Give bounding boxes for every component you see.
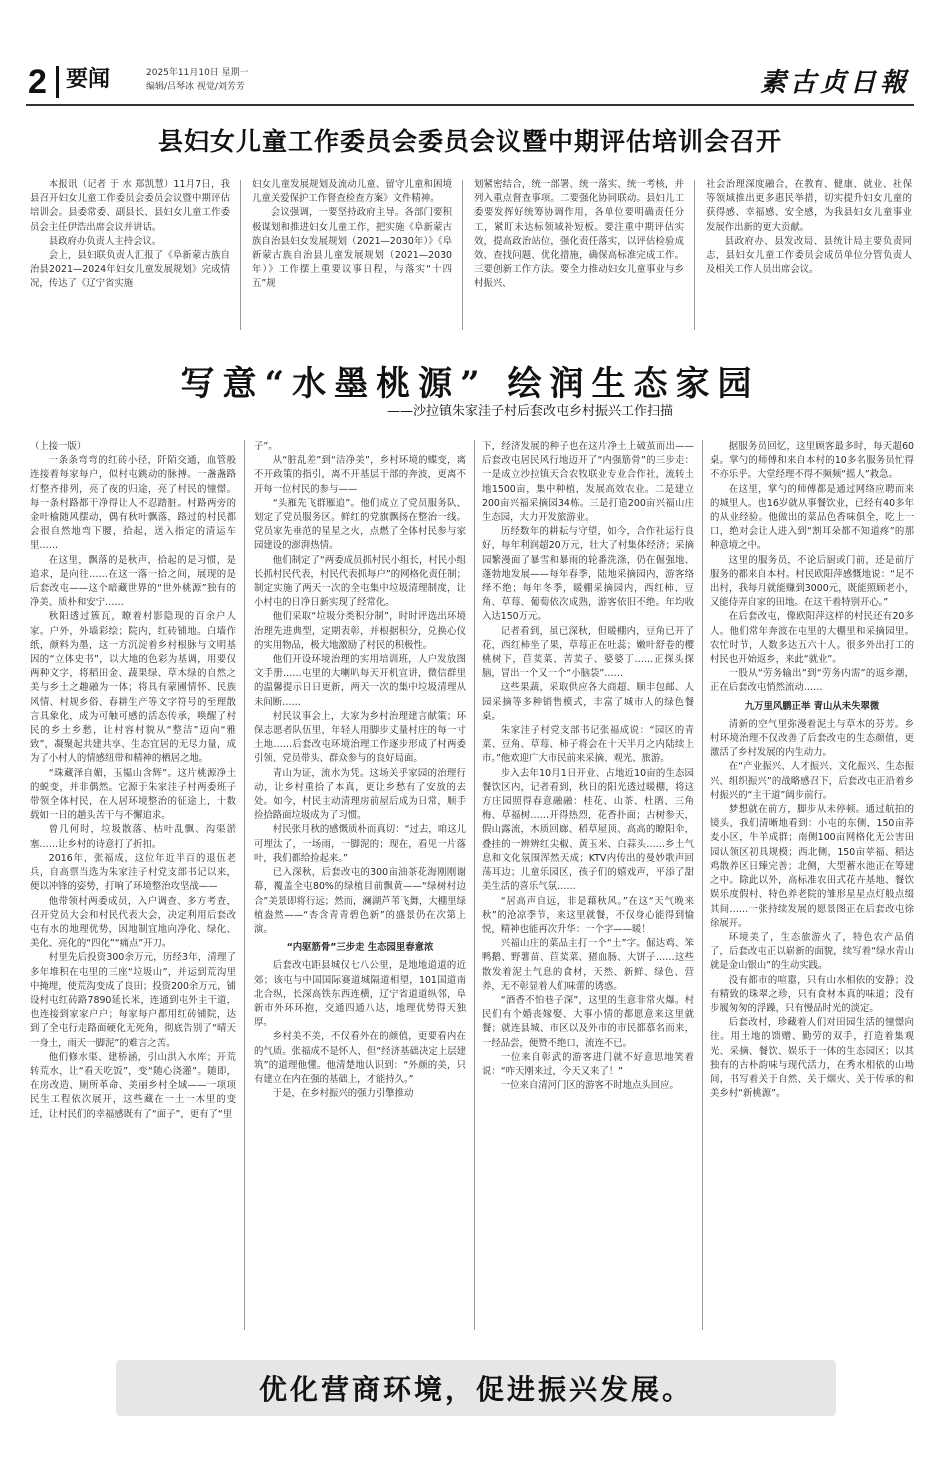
column-divider — [694, 180, 695, 330]
paragraph: 这里的服务员，不论后厨或门前，还是前厅服务的都来自本村。村民欧阳萍感慨地说：“足不出村，我每月就能赚到3000元，既能照顾老小，又能侍弄自家的田地。在这干着特别开心。” — [710, 554, 914, 609]
paragraph: 后套改村，珍藏着人们对田园生活的憧憬向往。用土地的馈赠、勤劳的双手，打造着集观光、采摘、餐饮、娱乐于一体的生态园区；以其独有的古朴韵味与现代活力，在秀水相依的山坳间，书写着关于自然、关于烟火、关于传承的和美乡村“新桃源”。 — [710, 1017, 914, 1100]
paragraph: 于是，在乡村振兴的强力引擎推动 — [272, 1088, 414, 1100]
paragraph: 后套改屯距县城仅七八公里，是地地道道的近郊；该屯与中国国际赛道城隔道相望，101国道南北合纵，长深高铁东西连横，辽宁省道道纵邻，阜新市外环环抱，交通四通八达，地理优势得天独厚。 — [254, 960, 466, 1029]
paragraph: 梦想就在前方，脚步从未停顿。通过航拍的镜头，我们清晰地看到：小屯的东侧，150亩荞麦小区，牛羊成群；南侧100亩网格化无公害田园认领区初具规模；西北侧，150亩苹福、稻达鸡散养区日臻完善；北侧，大型蓄水池正在筹建之中。除此以外，高标准农田式花卉基地、餐饮娱乐度假村、特色养老院的雏形星星点灯般点缀其间……一张持续发展的愿景图正在后套改屯徐徐展开。 — [710, 804, 914, 929]
paragraph: 一条条弯弯的红砖小径，阡陌交通，血管般连接着每家每户，似村屯跳动的脉搏。一盏盏路灯整齐排列，亮了夜的归途，亮了村民的憧憬。每一条村路都干净得让人不忍踏脏。村路两旁的金叶榆随风摆动，偶有秋叶飘落，路过的村民都会很自然地弯下腰，拾起，送入指定的清运车里…… — [30, 455, 236, 552]
paragraph: 他们制定了“两委成员抓村民小组长，村民小组长抓村民代表，村民代表抓每户”的网格化责任制；制定实施了两天一次的全屯集中垃圾清理制度，让小村屯的日净日新实现了经常化。 — [254, 554, 466, 609]
paragraph: 县政府办负责人主持会议。 — [48, 235, 162, 247]
column-divider — [702, 440, 703, 1330]
paragraph: 村里先后投资300余万元，历经3年，清理了多年堆积在屯里的三座“垃圾山”，并运到荒沟里中掩埋，使荒沟变成了良田；投资200余万元，铺设村屯红砖路7890延长米，连通到屯外主干道，也连接到家家户户；每家每户都用红砖铺院，达到了全屯行走路面硬化无死角，彻底告别了“晴天一身土，雨天一脚泥”的难言之苦。 — [30, 952, 236, 1049]
paragraph: 本报讯（记者 于 水 郑凯慧）11月7日，我县召开妇女儿童工作委员会委员会议暨中期评估培训会。县委常委、副县长、县妇女儿童工作委员会主任伊浩出席会议并讲话。 — [30, 179, 230, 233]
paragraph: 他们采取“垃圾分类积分制”，时时评选出环境治理先进典型，定期表彰，并根据积分，兑换心仪的实用物品，极大地激励了村民的积极性。 — [254, 611, 466, 651]
article2-column-3 — [482, 440, 694, 1338]
paragraph: 他带领村两委成员，入户调查、多方考查，召开党员大会和村民代表大会，决定利用后套改屯有水的地理优势，因地制宜地向净化、绿化、美化、亮化的“四化”“痛点”开刀。 — [30, 895, 236, 950]
paragraph: 步入去年10月1日开业、占地近10亩的生态园餐饮区内，记者看到，秋日的阳光透过暖棚，将这方庄园照得春意融融：桂花、山茶、杜鹃、三角梅、草福树……开得热烈，花香扑面；古树参天，假山露流，木质回廊、稻草屋顶、高高的瞭阳伞，叠挂的一辨辨红尖椒、黄玉米、白蒜头……乡土气息和文化氛围浑然天成；KTV内传出的曼妙歌声回荡耳边；儿童乐园区，孩子们的嬉戏声，平添了甜美生活的喜乐气氛…… — [482, 767, 694, 893]
paragraph: 在这里，飘落的是秋声，拾起的是习惯，是追求，是向往……在这一落一拾之间，展现的是后套改屯——这个暗藏世界的“世外桃源”独有的净美、质朴和安宁…… — [30, 554, 236, 609]
paragraph: 在“产业振兴、人才振兴、文化振兴、生态振兴、组织振兴”的战略感召下，后套改屯正沿着乡村振兴的“主干道”阔步前行。 — [710, 761, 914, 801]
masthead — [0, 60, 940, 105]
section-name: 要闻 — [66, 67, 111, 92]
date-line: 2025年11月10日 星期一 — [146, 68, 249, 78]
page-number: 2 — [28, 63, 47, 101]
paragraph: 社会治理深度融合，在教育、健康、就业、社保等领域推出更多惠民举措，切实提升妇女儿童的获得感、幸福感、安全感，为我县妇女儿童事业发展作出新的更大贡献。 — [706, 179, 912, 233]
paragraph: 乡村美不美，不仅看外在的颜值，更要看内在的气质。张福成不是怀人，但“经济基础决定上层建筑”的道理他懂。他清楚地认识到：“外颜的美，只有建立在内在强的基础上，才能持久。” — [254, 1031, 466, 1085]
paragraph: 环境美了，生态旅游火了，特色农产品俏了，后套改屯正以崭新的面貌，续写着“绿水青山就是金山银山”的生动实践。 — [710, 931, 914, 972]
paragraph: 妇女儿童发展规划及流动儿童、留守儿童和困境儿童关爱保护工作督查检查方案》文件精神。 — [252, 179, 452, 205]
article1-column-3 — [474, 178, 684, 338]
paragraph: 据服务员回忆，这里顾客最多时，每天超60桌。掌勺的师傅和来自本村的10多名服务员忙得不亦乐乎。大堂经理不得不频频“摇人”救急。 — [710, 441, 914, 481]
column-divider — [474, 440, 475, 1330]
article1-column-2 — [252, 178, 452, 338]
article2-column-4 — [710, 440, 914, 1338]
paragraph: 没有都市的喧嚣，只有山水相依的安静；没有精致的珠翠之珍，只有食材本真的味道；没有步履匆匆的浮躁，只有慢品时光的淡定。 — [710, 974, 914, 1014]
paragraph: 会议强调，一要坚持政府主导。各部门要积极谋划和推进妇女儿童工作，把实施《阜新蒙古族自治县妇女发展规划（2021—2030年）》《阜新蒙古族自治县儿童发展规划（2021—2030年）》工作摆上重要议事日程，与落实“十四五”规 — [252, 207, 452, 290]
section-subheading: 九万里风鹏正举 青山从未失翠微 — [744, 700, 880, 712]
section-subheading: “内驱筋骨”三步走 生态园里春意浓 — [286, 942, 434, 954]
article1-column-4 — [706, 178, 912, 338]
paragraph: 下，经济发展的种子也在这片净土上破茧而出——后套改屯居民风行地迈开了“内强筋骨”的三步走：一是成立沙拉镇天合农牧联业专业合作社，流转土地1500亩，集中种植，发展高效农业。二是建立200亩兴福采摘园34栋。三是打造200亩兴福山庄生态园，大力开发旅游业。 — [482, 441, 694, 524]
masthead-divider — [56, 66, 59, 98]
masthead-meta — [146, 66, 249, 94]
article2-subheadline: ——沙拉镇朱家洼子村后套改屯乡村振兴工作扫描 — [386, 404, 673, 419]
paragraph: 一股从“劳务输出”到“劳务内需”的返乡潮，正在后套改屯悄然流动…… — [710, 668, 914, 694]
paragraph: 这些果蔬，采取供应各大商超、顺丰包邮、人园采摘等多种销售模式，丰富了城市人的绿色餐桌。 — [482, 682, 694, 722]
paragraph: 朱家洼子村党支部书记张福成说：“园区的青菜、豆角、草莓、柿子将会在十天半月之内陆续上市。”他欢迎广大市民前来采摘、观光、旅游。 — [482, 725, 694, 765]
paragraph: 历经数年的耕耘与守望，如今，合作社运行良好，每年利润超20万元，壮大了村集体经济；采摘园繁漫面了暴雪和暴雨的轮番洗涤，仍在倔强地、蓬勃地发展——每年春季，陆地采摘园内，游客络绎不绝；每年冬季，暖棚采摘园内，西红柿、豆角、草莓、葡萄依次成熟，游客依旧不绝。年均收入达150万元。 — [482, 526, 694, 623]
paragraph: “珠藏泽自媚，玉韫山含辉”。这片桃源净土的蜕变，并非偶然。它源于朱家洼子村两委班子带领全体村民，在人居环境整治的征途上，十数载如一日的趟头苦干与不懈追求。 — [30, 767, 236, 822]
newspaper-logo: 素古贞日報 — [759, 68, 910, 98]
editors-line: 编辑/吕琴冰 视觉/刘芳芳 — [146, 82, 245, 92]
column-divider — [244, 440, 245, 1330]
paragraph: （上接一版） — [30, 441, 87, 452]
paragraph: “酒香不怕巷子深”，这里的生意非常火爆。村民们有个婚丧嫁娶、大事小情的都愿意来这里就餐；就连县城、市区以及外市的市民都慕名而来，一经品尝，便赞不绝口，流连不已。 — [482, 994, 694, 1049]
paragraph: 从“脏乱差”到“洁净美”，乡村环境的蝶变，离不开政策的指引，离不开基层干部的奔波，更离不开每一位村民的参与—— — [254, 455, 466, 495]
paragraph: 青山为证，流水为凭。这场关乎家园的治理行动，让乡村重拾了本真，更让乡愁有了安放的去处。如今，村民主动清理房前屋后成为日常，顺手捡拾路面垃圾成为了习惯。 — [254, 767, 466, 822]
paragraph: 村民张月秋的感慨质朴而真切：“过去，咱这儿可埋汰了，一场雨，一脚泥的；现在，看见一片落叶，我们都给捡起来。” — [254, 824, 466, 864]
paragraph: 他们开设环境治理的实用培训班，人户发放图文手册……屯里的大喇叭每天开机宣讲，微信群里的温馨提示日日更新，两天一次的集中垃圾清理从未间断…… — [254, 654, 466, 708]
paragraph: 在后套改屯，像欧阳萍这样的村民还有20多人。他们常年奔波在屯里的大棚里和采摘园里。农忙时节，人数多达五六十人。很多外出打工的村民也开始返乡，来此“就业”。 — [710, 611, 914, 666]
column-divider — [240, 180, 241, 330]
article2-column-2 — [254, 440, 466, 1338]
column-divider — [462, 180, 463, 330]
paragraph: 县政府办、县发改局、县统计局主要负责同志，县妇女儿童工作委员会成员单位分管负责人及相关工作人员出席会议。 — [706, 235, 912, 276]
paragraph: 划紧密结合，统一部署、统一落实、统一考核，并列入重点督查事项。二要强化协同联动。县妇儿工委要发挥好统筹协调作用，各单位要明确责任分工，紧盯未达标领域补短板。要注重中期评估实效，提高政治站位，强化责任落实，以评估检验成效、查找问题、优化措施，确保高标准完成工作。三要创新工作方法。要全力推动妇女儿童事业与乡村振兴、 — [474, 179, 684, 290]
paragraph: 兴福山庄的菜品主打一个“土”字。倔达鸡、笨鸭鹅、野薯苗、苣荬菜、猪血肠、大饼子……这些散发着泥土气息的食材，天然、新鲜、绿色、营养，无不彰显着人们味蕾的诱惑。 — [482, 938, 694, 992]
paragraph: 子”。 — [254, 441, 278, 452]
paragraph: 会上，县妇联负责人汇报了《阜新蒙古族自治县2021—2024年妇女儿童发展规划》完成情况，传达了《辽宁省实施 — [30, 250, 230, 290]
paragraph: 2016年，张福成，这位年近半百的退伍老兵，自高票当选为朱家洼子村党支部书记以来，便以冲锋的姿势，打响了环境整治攻坚战—— — [30, 852, 236, 893]
paragraph: “居高声自远，非是藉秋风。”在这“天气晚来秋”的沧凉季节，来这里就餐，不仅身心能得到愉悦，精神也能再次升华：一个字——暖！ — [482, 895, 694, 935]
slogan-text: 优化营商环境，促进振兴发展。 — [258, 1373, 693, 1406]
article1-column-1 — [30, 178, 230, 338]
paragraph: “头雁先飞群雁追”。他们成立了党员服务队、划定了党员服务区。鲜红的党旗飘扬在整治一线。党员家先垂范的星星之火，点燃了全体村民参与家园建设的澎湃热情。 — [254, 497, 466, 552]
paragraph: 秋阳透过簇瓦，瞭着村影隐现的百余户人家。户外，外墙彩绘；院内，红砖铺地。白墙作纸，颜料为墨，这一方沉淀着乡村根脉与文明基因的“立体史书”，以大地的色彩为基调，用要仅两种文字，将稻田金、蔬果绿、草木绿的自然之美与乡土之趣融为一体；将具有蒙圃情怀、民族风情、村规乡俗、春耕生产等文字符号的至理散言具象化，成为可触可感的活态传承，唤醒了村民的乡土乡愁，让村容村貌从“整洁”迈向“雅致”，凝聚起共建共享、生态宜居的无尽力量，成为了小村人的情感纽带和精神的栖居之地。 — [30, 611, 236, 765]
masthead-rule — [26, 104, 914, 106]
paragraph: 记者看到，虽已深秋，但暖棚内，豆角已开了花，西红柿坐了果，草莓正在吐蕊；嫩叶舒卷的樱桃树下，苣荬菜、苦荬子、婆婆丁……正探头探脑，冒出一个又一个“小脑袋”…… — [482, 625, 694, 680]
slogan-banner — [116, 1360, 836, 1416]
paragraph: 清新的空气里弥漫着泥土与草木的芬芳。乡村环境治理不仅改善了后套改屯的生态颜值，更激活了乡村发展的内生动力。 — [710, 718, 914, 759]
article1-headline: 县妇女儿童工作委员会委员会议暨中期评估培训会召开 — [157, 127, 782, 156]
article2-column-1 — [30, 440, 236, 1338]
article2-headline: 写意“水墨桃源” 绘润生态家园 — [180, 364, 760, 404]
paragraph: 一位来自清河门区的游客不时地点头回应。 — [500, 1080, 679, 1092]
paragraph: 已入深秋，后套改屯的300亩油茶花海刚刚谢幕，覆盖全屯80%的绿植目前飘黄——“绿树村边合”美景即将行远；然而，澜湖芦苇飞舞，大棚里绿植盎然——“杏含青青碧色新”的盛景仍在次第上演。 — [254, 867, 466, 935]
paragraph: 村民议事会上，大家为乡村治理建言献策；环保志愿者队伍里，年轻人用脚步丈量村庄的每一寸土地……后套改屯环境治理工作逐步形成了村两委引领、党员带头、群众参与的良好局面。 — [254, 710, 466, 765]
paragraph: 曾几何时，垃圾散落、枯叶乱飘、沟渠淤塞……让乡村的诗意打了折扣。 — [30, 824, 236, 850]
paragraph: 在这里，掌勺的师傅都是通过网络应聘而来的城里人。也16岁就从事餐饮业，已经有40多年的从业经验。他做出的菜品色香味俱全，吃上一口，绝对会让人进入到“割耳朵都不知道疼”的那种意境之中。 — [710, 483, 914, 552]
paragraph: 一位来自彰武的游客进门就不好意思地笑着说：“咋天刚来过，今天又来了！” — [482, 1051, 694, 1077]
paragraph: 他们修水渠、建桥涵，引山洪入水库；开荒转荒水，让“看天吃饭”，变“随心浇灌”。随即，在房改造、厕所革命、美丽乡村全域——一项项民生工程依次展开，这些藏在一土一木里的变迁，让村民们的幸福感既有了“面子”，更有了“里 — [30, 1051, 236, 1120]
